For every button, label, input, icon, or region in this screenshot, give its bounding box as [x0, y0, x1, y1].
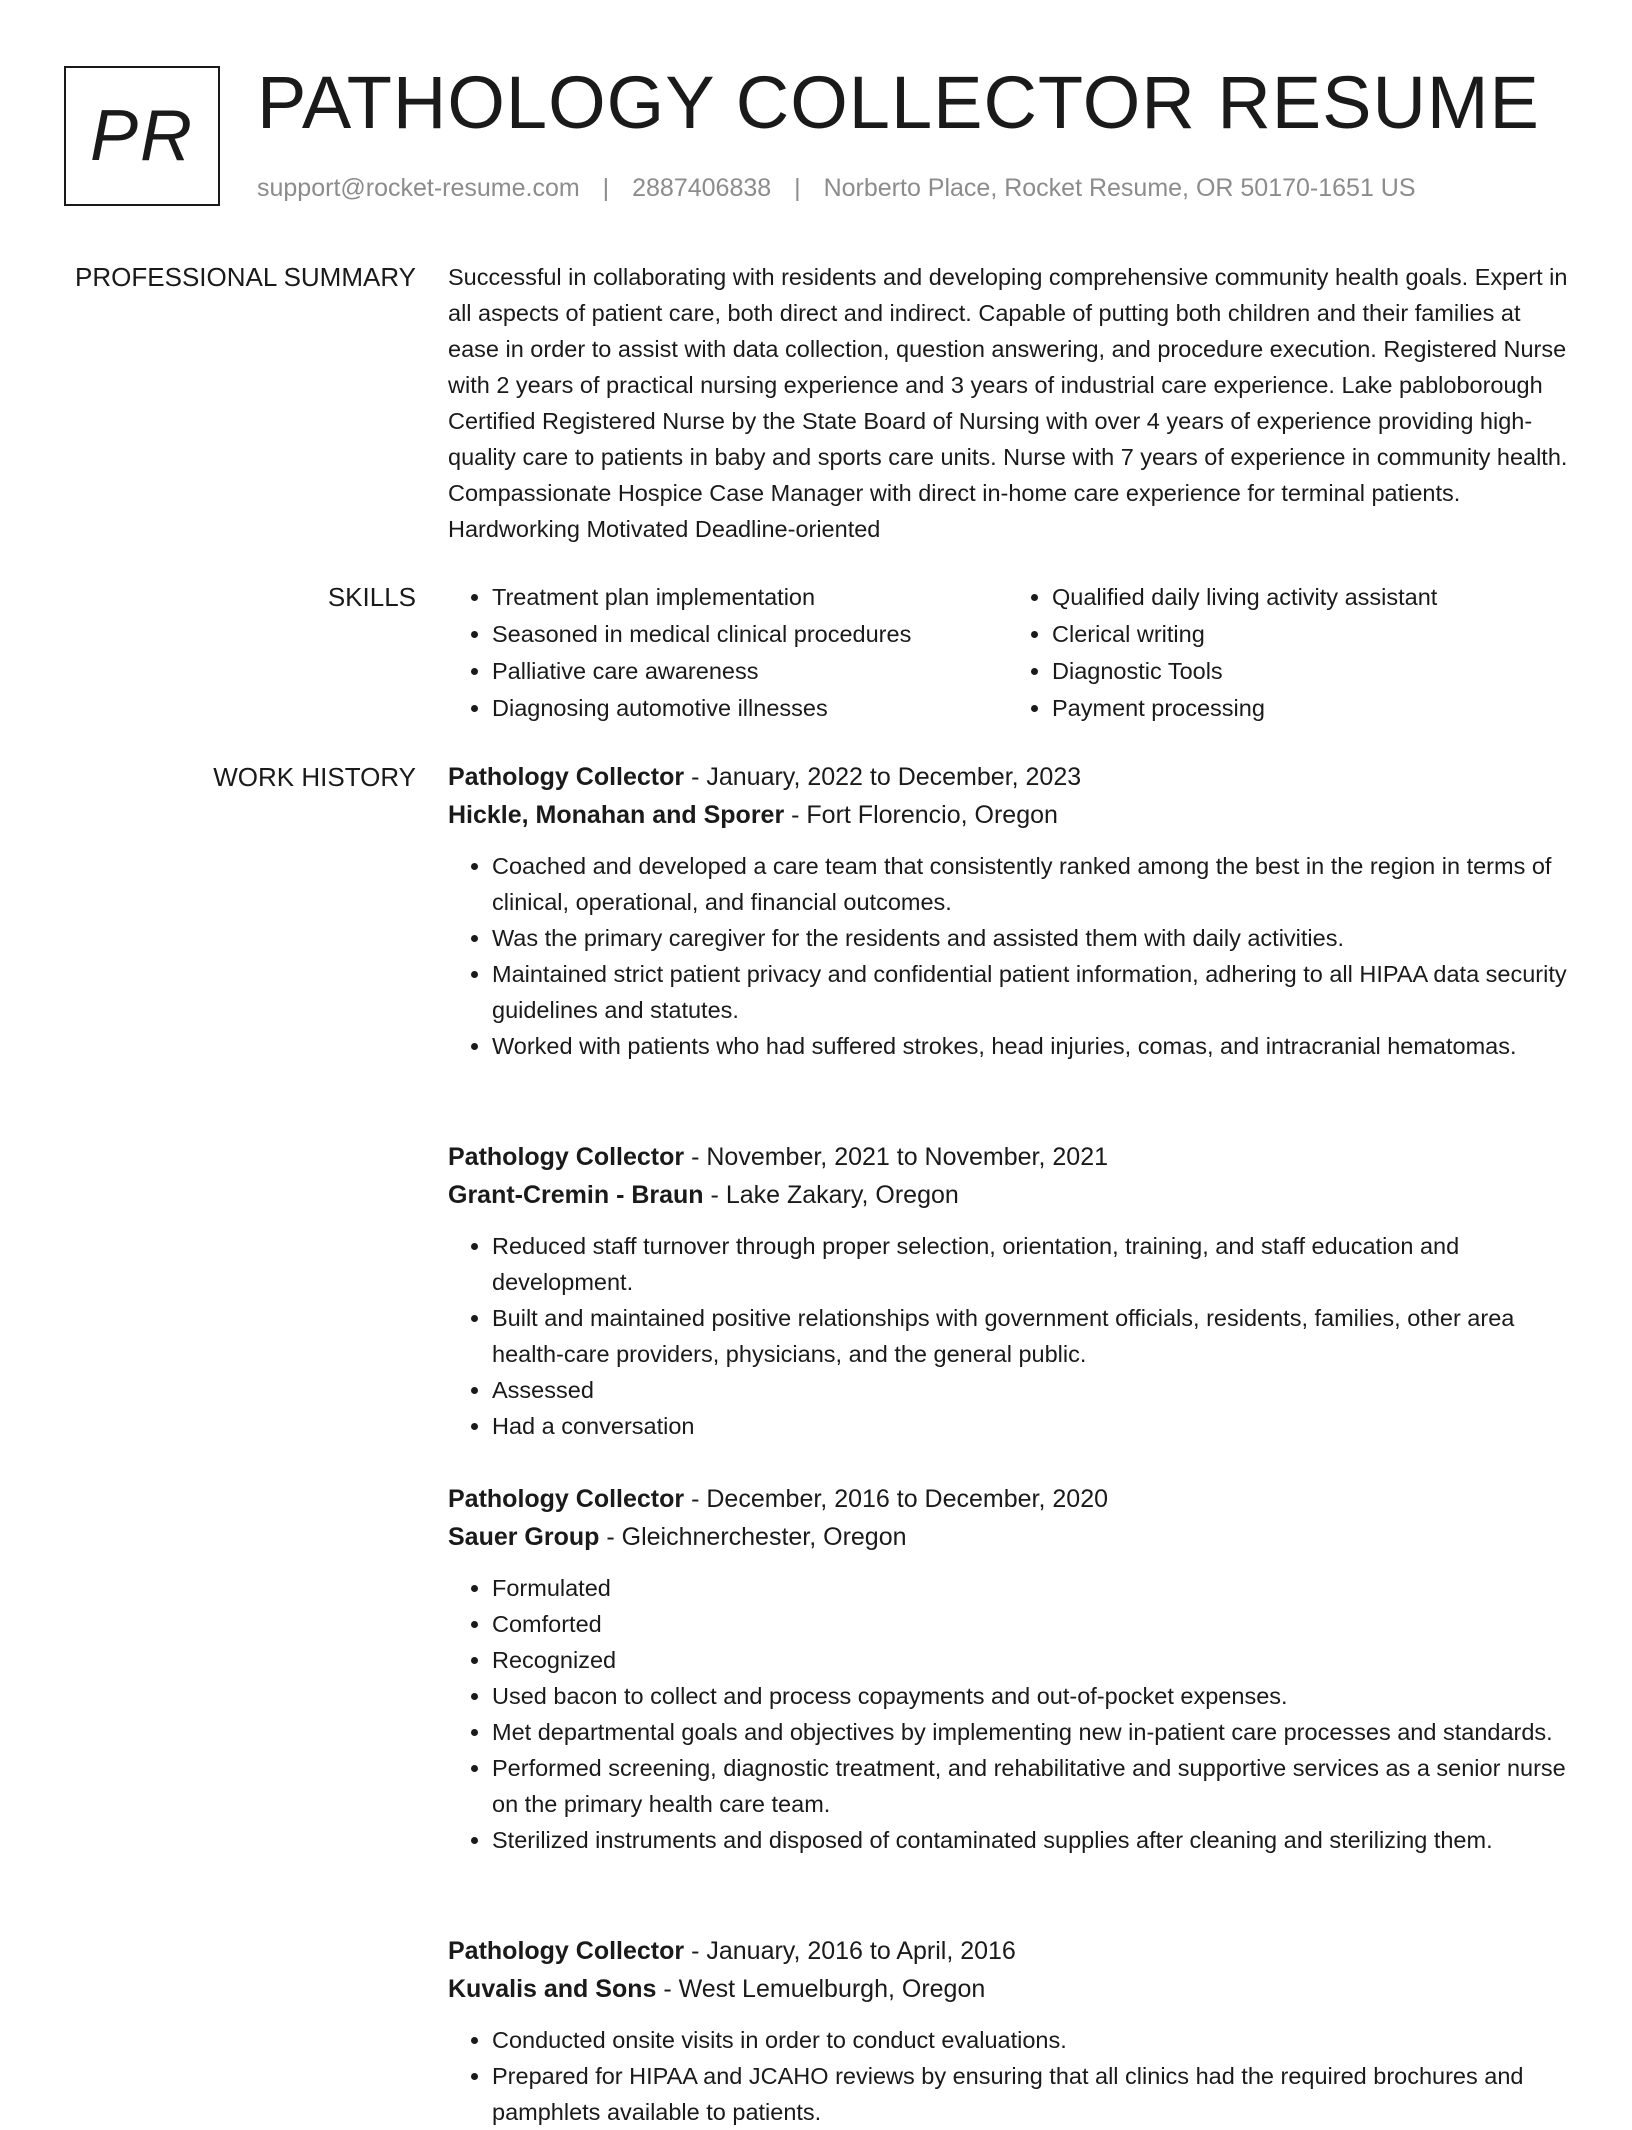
job-title-line	[448, 1932, 1568, 1970]
summary-body	[448, 259, 1568, 547]
job-dates: - November, 2021 to November, 2021	[691, 1143, 1109, 1171]
job-bullets	[448, 848, 1568, 1064]
job-bullet: • Had a conversation	[492, 1408, 1568, 1444]
job-title-line	[448, 758, 1568, 796]
skill-item: • Qualified daily living activity assistant	[1052, 579, 1568, 616]
monogram-initials: PR	[89, 96, 195, 176]
job-dates: - January, 2016 to April, 2016	[691, 1937, 1016, 1965]
job-title: Pathology Collector	[448, 1937, 685, 1965]
skills-list-left	[448, 579, 1008, 727]
job-location: - Fort Florencio, Oregon	[791, 801, 1058, 829]
job-dates: - December, 2016 to December, 2020	[691, 1485, 1109, 1513]
job-entry	[448, 1932, 1568, 2130]
job-bullet: • Maintained strict patient privacy and confidential patient information, adhering to all HIPAA data security guidelines and statutes.	[492, 956, 1568, 1028]
job-location: - West Lemuelburgh, Oregon	[663, 1975, 986, 2003]
contact-separator: |	[794, 174, 801, 202]
job-bullets	[448, 2022, 1568, 2130]
job-company: Kuvalis and Sons	[448, 1975, 657, 2003]
job-bullet: • Conducted onsite visits in order to conduct evaluations.	[492, 2022, 1568, 2058]
monogram-box	[64, 66, 220, 206]
job-location: - Gleichnerchester, Oregon	[606, 1523, 907, 1551]
job-bullet: • Coached and developed a care team that consistently ranked among the best in the region in terms of clinical, operational, and financial outcomes.	[492, 848, 1568, 920]
job-location: - Lake Zakary, Oregon	[710, 1181, 959, 1209]
summary-text: Successful in collaborating with residents and developing comprehensive community health goals. Expert in all aspects of patient care, both direct and indirect. Capable of putting both children and their families at ease in order to assist with data collection, question answering, and procedure execution. Registered Nurse with 2 years of practical nursing experience and 3 years of industrial care experience. Lake pabloborough Certified Registered Nurse by the State Board of Nursing with over 4 years of experience providing high-quality care to patients in baby and sports care units. Nurse with 7 years of experience in community health. Compassionate Hospice Case Manager with direct in-home care experience for terminal patients. Hardworking Motivated Deadline-oriented	[448, 264, 1568, 542]
work-history-heading: WORK HISTORY	[213, 762, 416, 792]
job-title: Pathology Collector	[448, 1143, 685, 1171]
job-dates: - January, 2022 to December, 2023	[691, 763, 1082, 791]
job-company-line	[448, 1970, 1568, 2008]
job-bullet: • Built and maintained positive relationships with government officials, residents, families, other area health-care providers, physicians, and the general public.	[492, 1300, 1568, 1372]
skill-item: • Seasoned in medical clinical procedures	[492, 616, 1008, 653]
job-title: Pathology Collector	[448, 763, 685, 791]
skill-item: • Diagnosing automotive illnesses	[492, 690, 1008, 727]
job-bullet: • Worked with patients who had suffered strokes, head injuries, comas, and intracranial hematomas.	[492, 1028, 1568, 1064]
job-bullet: • Recognized	[492, 1642, 1568, 1678]
job-company: Grant-Cremin - Braun	[448, 1181, 704, 1209]
job-bullets	[448, 1570, 1568, 1858]
job-entry	[448, 1480, 1568, 1858]
job-bullet: • Performed screening, diagnostic treatment, and rehabilitative and supportive services as a senior nurse on the primary health care team.	[492, 1750, 1568, 1822]
job-bullet: • Prepared for HIPAA and JCAHO reviews by ensuring that all clinics had the required brochures and pamphlets available to patients.	[492, 2058, 1568, 2130]
skill-item: • Treatment plan implementation	[492, 579, 1008, 616]
job-bullet: • Formulated	[492, 1570, 1568, 1606]
job-bullets	[448, 1228, 1568, 1444]
skills-grid	[448, 579, 1568, 727]
skill-item: • Palliative care awareness	[492, 653, 1008, 690]
skill-item: • Diagnostic Tools	[1052, 653, 1568, 690]
job-bullet: • Assessed	[492, 1372, 1568, 1408]
contact-address: Norberto Place, Rocket Resume, OR 50170-1651 US	[823, 174, 1416, 202]
job-company-line	[448, 796, 1568, 834]
contact-line	[257, 174, 1416, 203]
job-bullet: • Sterilized instruments and disposed of contaminated supplies after cleaning and sterilizing them.	[492, 1822, 1568, 1858]
job-title: Pathology Collector	[448, 1485, 685, 1513]
skill-item: • Payment processing	[1052, 690, 1568, 727]
job-bullet: • Reduced staff turnover through proper selection, orientation, training, and staff education and development.	[492, 1228, 1568, 1300]
skills-heading: SKILLS	[327, 582, 416, 612]
job-bullet: • Comforted	[492, 1606, 1568, 1642]
job-bullet: • Was the primary caregiver for the residents and assisted them with daily activities.	[492, 920, 1568, 956]
job-company-line	[448, 1518, 1568, 1556]
job-entry	[448, 1138, 1568, 1444]
job-bullet: • Used bacon to collect and process copayments and out-of-pocket expenses.	[492, 1678, 1568, 1714]
skills-list-right	[1008, 579, 1568, 727]
skills-body	[448, 579, 1568, 727]
resume-title: PATHOLOGY COLLECTOR RESUME	[257, 61, 1540, 144]
job-title-line	[448, 1138, 1568, 1176]
skill-item: • Clerical writing	[1052, 616, 1568, 653]
contact-email[interactable]: support@rocket-resume.com	[257, 174, 580, 202]
contact-phone[interactable]: 2887406838	[632, 174, 772, 202]
job-title-line	[448, 1480, 1568, 1518]
job-company: Hickle, Monahan and Sporer	[448, 801, 785, 829]
job-company-line	[448, 1176, 1568, 1214]
contact-separator: |	[602, 174, 610, 202]
summary-heading: PROFESSIONAL SUMMARY	[75, 262, 416, 292]
job-entry	[448, 758, 1568, 1064]
job-bullet: • Met departmental goals and objectives by implementing new in-patient care processes and standards.	[492, 1714, 1568, 1750]
job-company: Sauer Group	[448, 1523, 600, 1551]
